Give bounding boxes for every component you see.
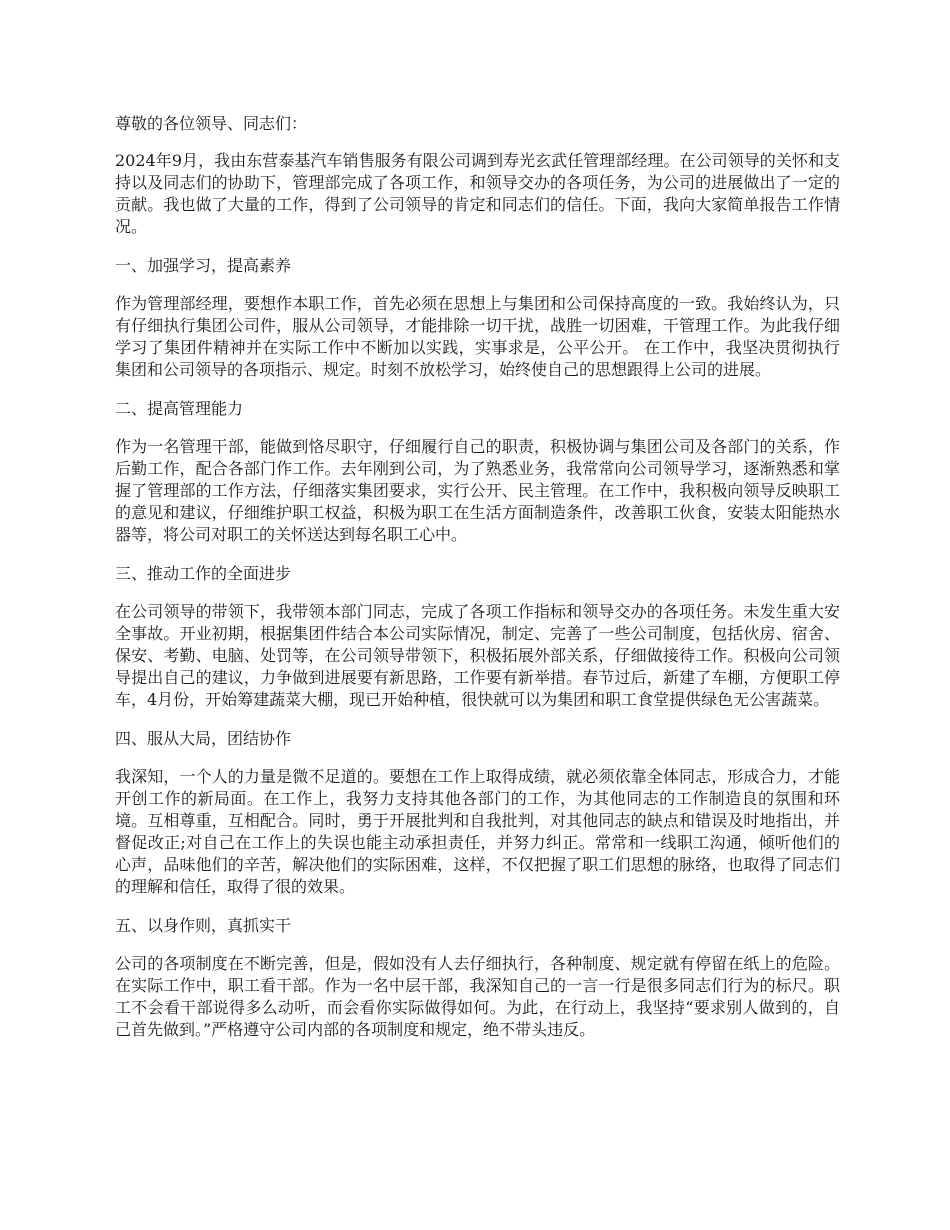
section-heading-1: 一、加强学习，提高素养 xyxy=(115,256,292,275)
section-body-5: 公司的各项制度在不断完善，但是，假如没有人去仔细执行，各种制度、规定就有停留在纸上的危险。在实际工作中，职工看干部。作为一名中层干部，我深知自己的一言一行是很多同志们行为的标尺。职工不会看干部说得多么动听，而会看你实际做得如何。为此，在行动上，我坚持“要求别人做到的，自己首先做到。”严格遵守公司内部的各项制度和规定，绝不带头违反。 xyxy=(115,954,840,1039)
intro-paragraph: 2024年9月，我由东营泰基汽车销售服务有限公司调到寿光玄武任管理部经理。在公司领导的关怀和支持以及同志们的协助下，管理部完成了各项工作，和领导交办的各项任务，为公司的进展做出了一定的贡献。我也做了大量的工作，得到了公司领导的肯定和同志们的信任。下面，我向大家简单报告工作情况。 xyxy=(115,151,840,236)
section-heading-3: 三、推动工作的全面进步 xyxy=(115,564,292,583)
section-body-2: 作为一名管理干部，能做到恪尽职守，仔细履行自己的职责，积极协调与集团公司及各部门的关系，作后勤工作，配合各部门作工作。去年刚到公司，为了熟悉业务，我常常向公司领导学习，逐渐熟悉和掌握了管理部的工作方法，仔细落实集团要求，实行公开、民主管理。在工作中，我积极向领导反映职工的意见和建议，仔细维护职工权益，积极为职工在生活方面制造条件，改善职工伙食，安装太阳能热水器等，将公司对职工的关怀送达到每名职工心中。 xyxy=(115,437,840,544)
section-heading-2: 二、提高管理能力 xyxy=(115,399,244,418)
section-body-1: 作为管理部经理，要想作本职工作，首先必须在思想上与集团和公司保持高度的一致。我始终认为，只有仔细执行集团公司件，服从公司领导，才能排除一切干扰，战胜一切困难，干管理工作。为此我仔细学习了集团件精神并在实际工作中不断加以实践，实事求是，公平公开。 在工作中，我坚决贯彻执行集团和公司领导的各项指示、规定。时刻不放松学习，始终使自己的思想跟得上公司的进展。 xyxy=(115,294,840,379)
section-body-4: 我深知，一个人的力量是微不足道的。要想在工作上取得成绩，就必须依靠全体同志，形成合力，才能开创工作的新局面。在工作上，我努力支持其他各部门的工作，为其他同志的工作制造良的氛围和环境。互相尊重，互相配合。同时，勇于开展批判和自我批判，对其他同志的缺点和错误及时地指出，并督促改正;对自己在工作上的失误也能主动承担责任，并努力纠正。常常和一线职工沟通，倾听他们的心声，品味他们的辛苦，解决他们的实际困难，这样，不仅把握了职工们思想的脉络，也取得了同志们的理解和信任，取得了很的效果。 xyxy=(115,767,840,896)
salutation: 尊敬的各位领导、同志们： xyxy=(115,114,308,133)
section-body-3: 在公司领导的带领下，我带领本部门同志，完成了各项工作指标和领导交办的各项任务。未发生重大安全事故。开业初期，根据集团件结合本公司实际情况，制定、完善了一些公司制度，包括伙房、宿舍、保安、考勤、电脑、处罚等，在公司领导带领下，积极拓展外部关系，仔细做接待工作。积极向公司领导提出自己的建议，力争做到进展要有新思路，工作要有新举措。春节过后，新建了车棚，方便职工停车，4月份，开始筹建蔬菜大棚，现已开始种植，很快就可以为集团和职工食堂提供绿色无公害蔬菜。 xyxy=(115,602,840,709)
section-heading-5: 五、以身作则，真抓实干 xyxy=(115,916,292,935)
section-heading-4: 四、服从大局，团结协作 xyxy=(115,729,292,748)
